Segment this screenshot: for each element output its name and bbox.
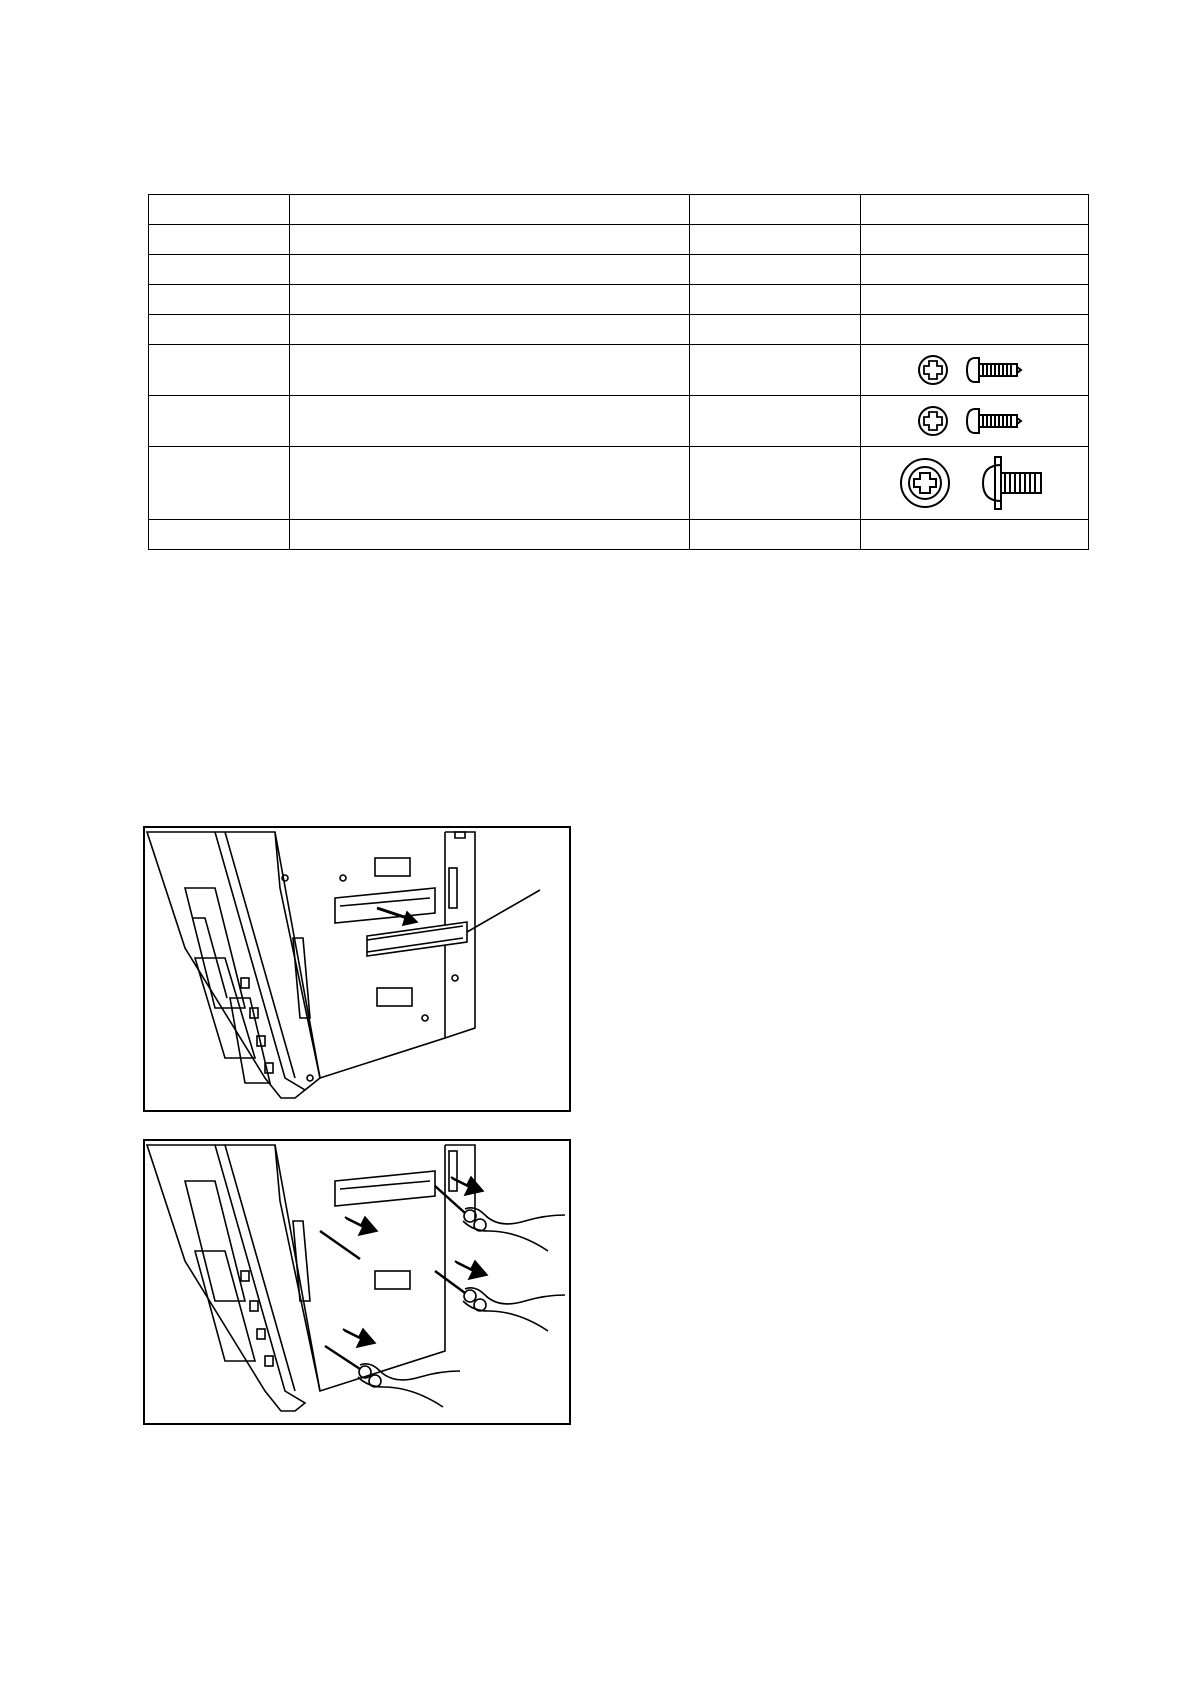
table-row	[149, 396, 1089, 447]
flange-screw-icon	[900, 453, 1050, 513]
fasten-screws-figure	[143, 1139, 571, 1425]
pan-head-screw-icon	[915, 350, 1035, 390]
table-row	[149, 255, 1089, 285]
table-row	[149, 447, 1089, 520]
table-row	[149, 195, 1089, 225]
table-row	[149, 315, 1089, 345]
pan-head-screw-icon	[915, 401, 1035, 441]
table-row	[149, 285, 1089, 315]
table-row	[149, 345, 1089, 396]
table-row	[149, 225, 1089, 255]
remove-cover-figure	[143, 826, 571, 1112]
table-row	[149, 520, 1089, 550]
parts-table	[148, 194, 1089, 550]
